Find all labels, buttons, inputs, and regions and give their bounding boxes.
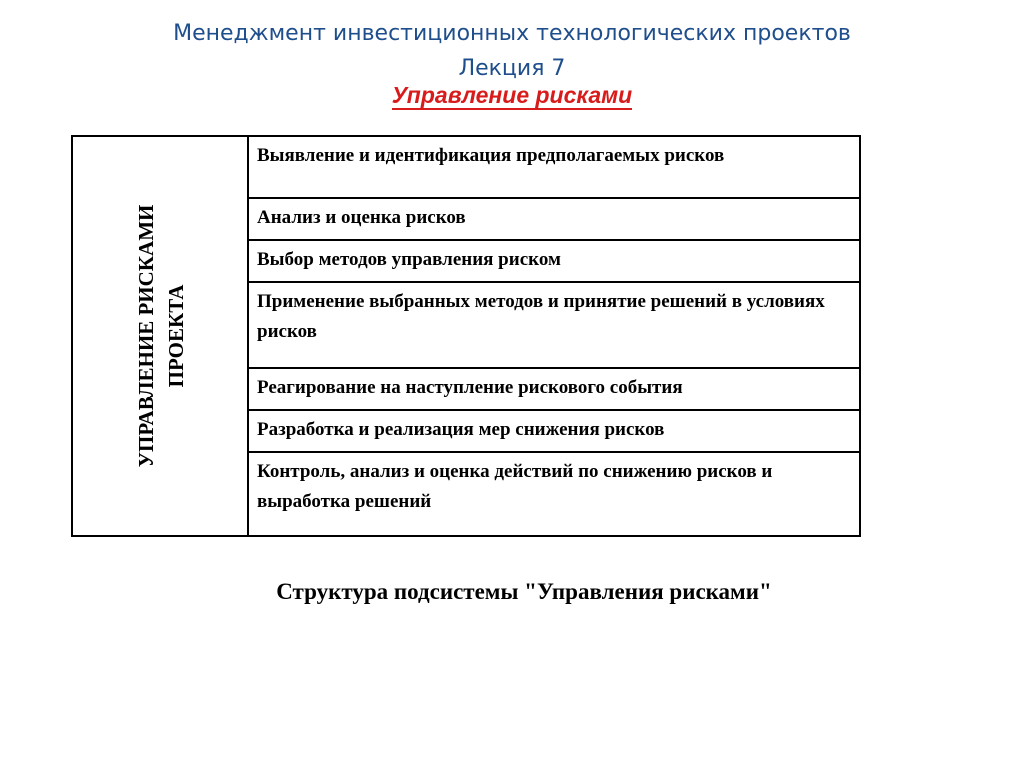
table-row: Контроль, анализ и оценка действий по снижению рисков и выработка решений [257,461,773,512]
risk-management-table [71,135,861,537]
figure-caption: Структура подсистемы "Управления рисками" [276,579,772,604]
table-row: Выявление и идентификация предполагаемых рисков [249,137,859,199]
lecture-label: Лекция 7 [458,56,566,81]
side-header-cell [73,137,249,535]
section-subtitle-text: Управление рисками [391,82,633,108]
page-title: Менеджмент инвестиционных технологических проектов [173,21,851,46]
table-row: Разработка и реализация мер снижения рисков [249,411,859,453]
side-header-label: УПРАВЛЕНИЕ РИСКАМИ ПРОЕКТА [134,204,188,468]
table-row: Применение выбранных методов и принятие решений в условиях рисков [249,283,859,369]
table-row: Реагирование на наступление рискового события [249,369,859,411]
table-row: Выбор методов управления риском [249,241,859,283]
table-row: Анализ и оценка рисков [249,199,859,241]
section-subtitle [0,80,1024,110]
